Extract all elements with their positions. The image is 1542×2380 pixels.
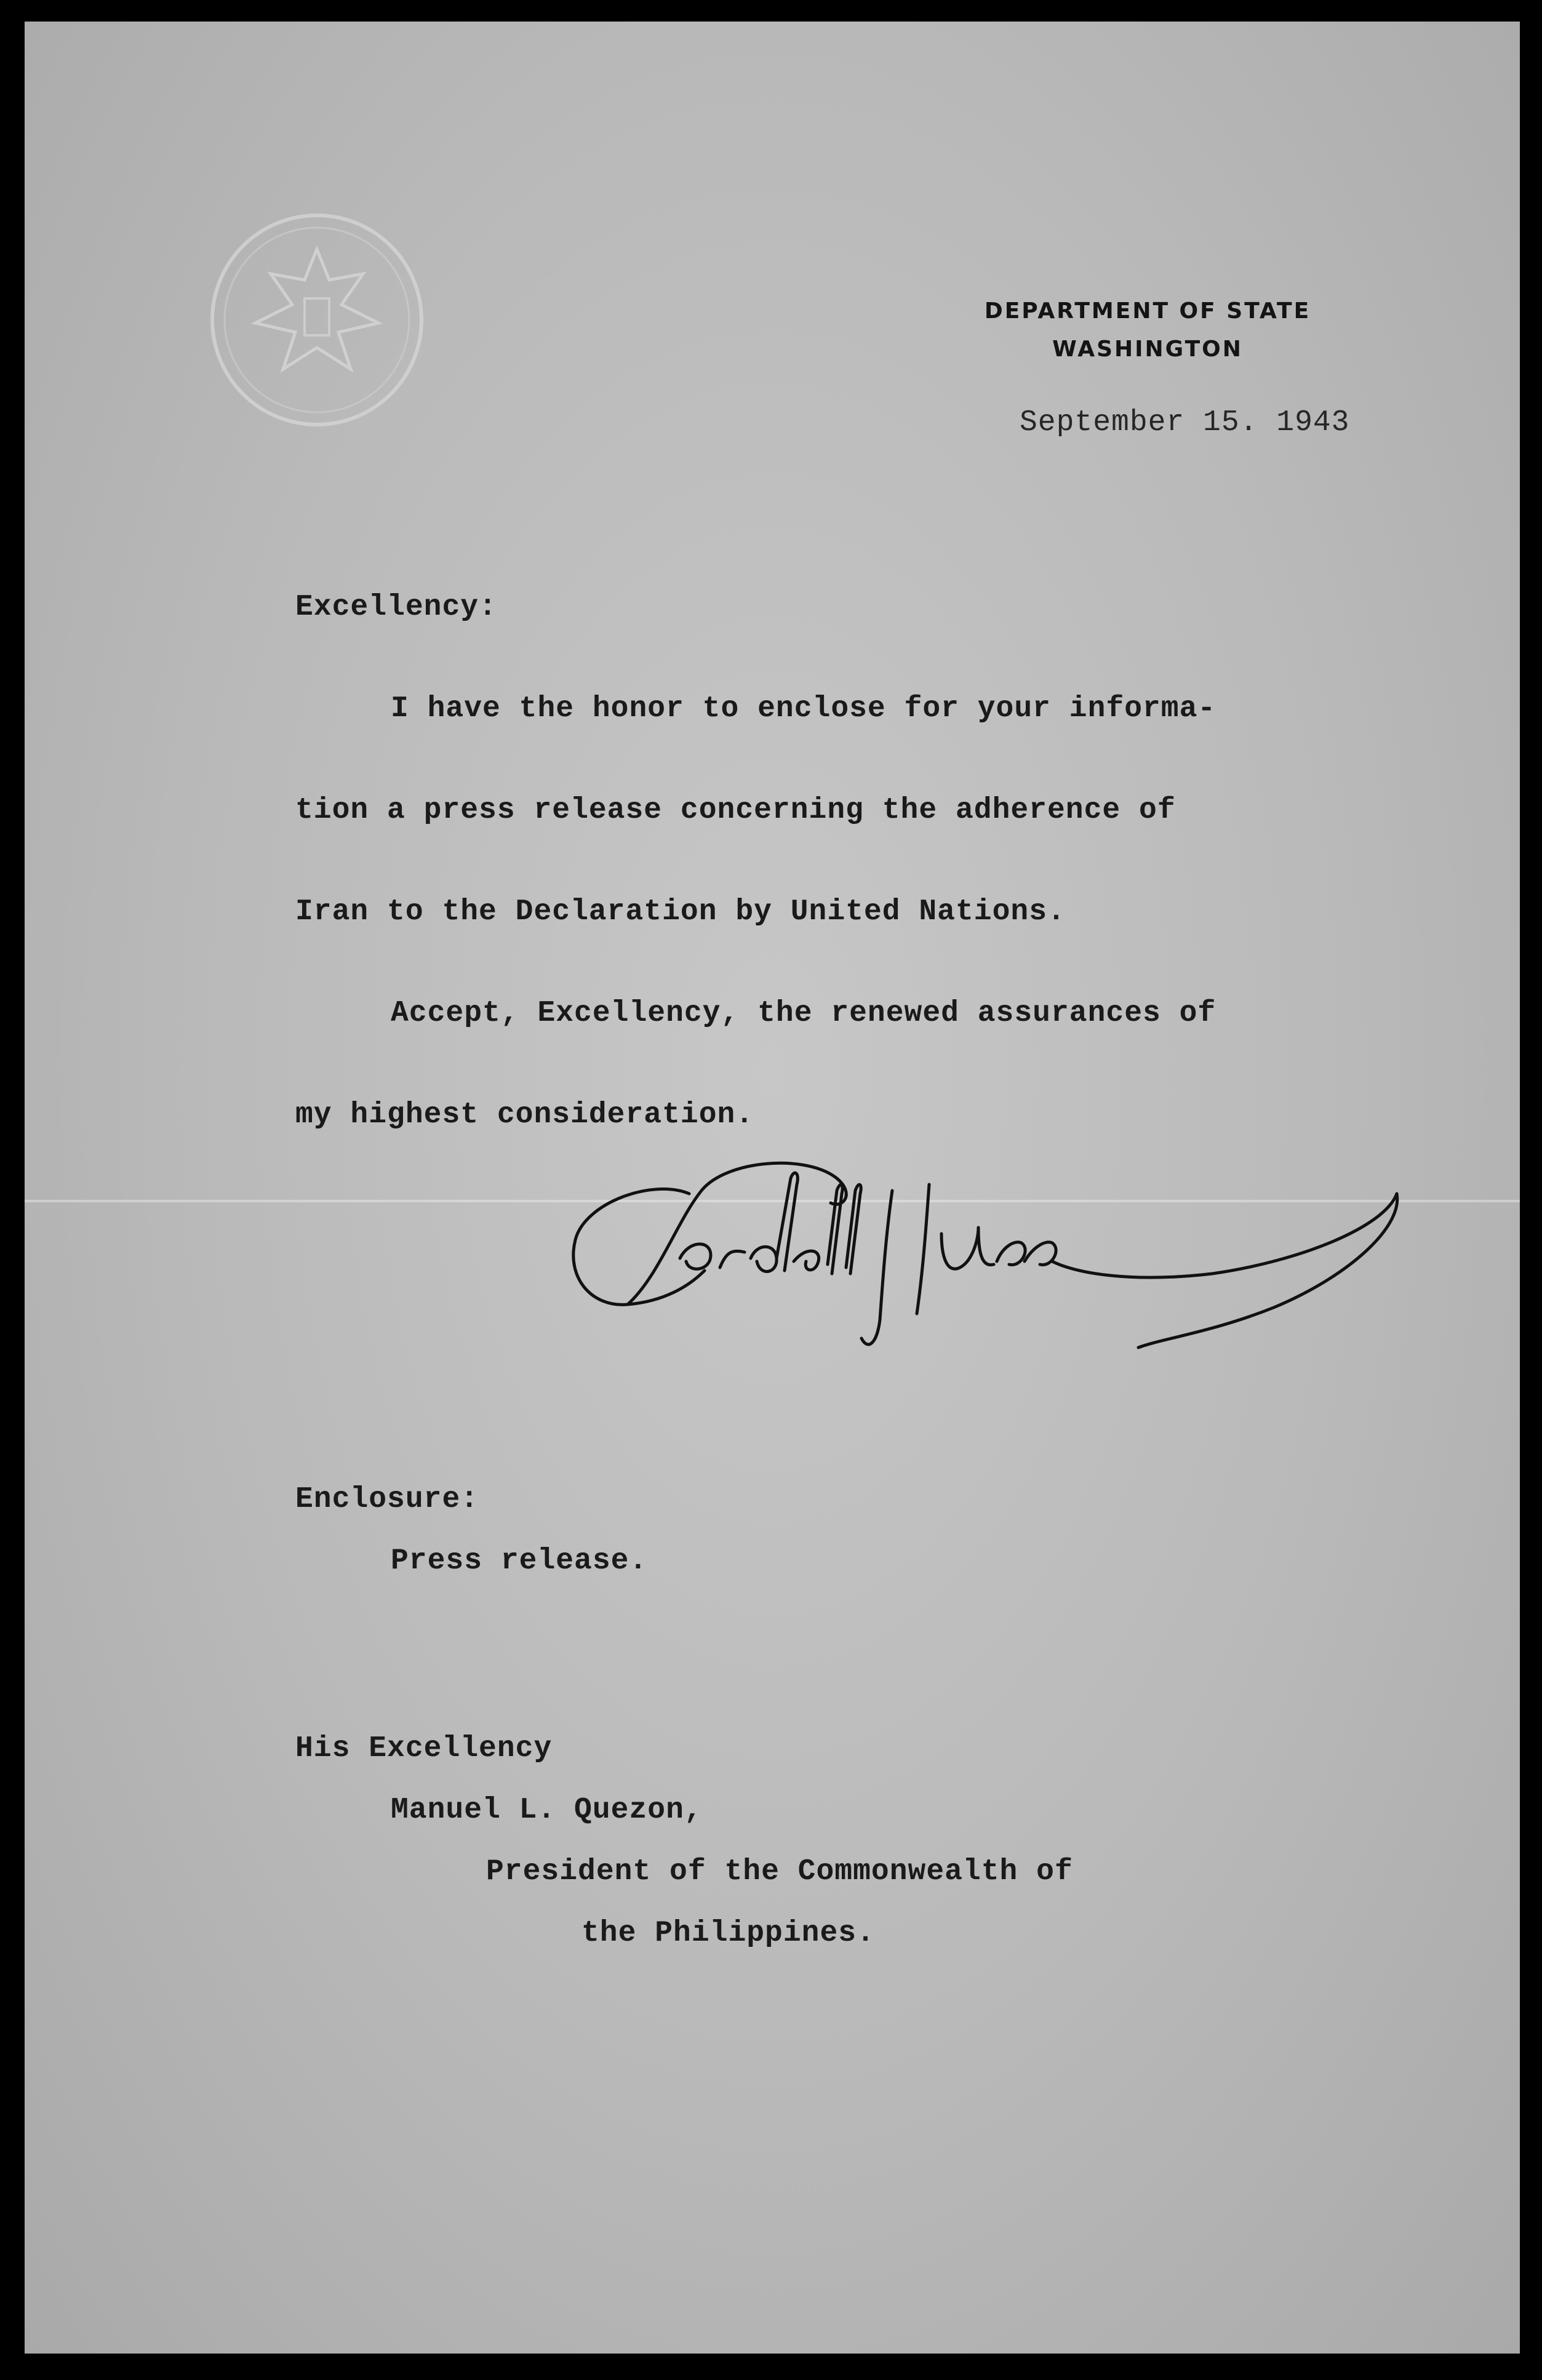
addressee-line-1: His Excellency [295, 1732, 553, 1765]
enclosure-label: Enclosure: [295, 1483, 479, 1516]
salutation: Excellency: [295, 591, 497, 624]
body-line-1: I have the honor to enclose for your informa- [391, 692, 1216, 725]
letter-page [25, 22, 1520, 2354]
enclosure-item: Press release. [391, 1544, 648, 1578]
body-line-4: Accept, Excellency, the renewed assurances of [391, 997, 1216, 1030]
addressee-line-4: the Philippines. [581, 1917, 875, 1950]
letterhead-city: WASHINGTON [1052, 337, 1243, 362]
signature [548, 1135, 1421, 1394]
addressee-line-3: President of the Commonwealth of [486, 1855, 1073, 1888]
addressee-line-2: Manuel L. Quezon, [391, 1794, 703, 1827]
letterhead-department: DEPARTMENT OF STATE [984, 298, 1311, 324]
body-line-3: Iran to the Declaration by United Nations. [295, 895, 1066, 928]
letter-date: September 15. 1943 [1020, 406, 1350, 439]
department-seal-emblem [203, 206, 431, 434]
letterhead [874, 292, 1421, 369]
body-line-2: tion a press release concerning the adherence of [295, 794, 1176, 827]
body-line-5: my highest consideration. [295, 1098, 754, 1132]
